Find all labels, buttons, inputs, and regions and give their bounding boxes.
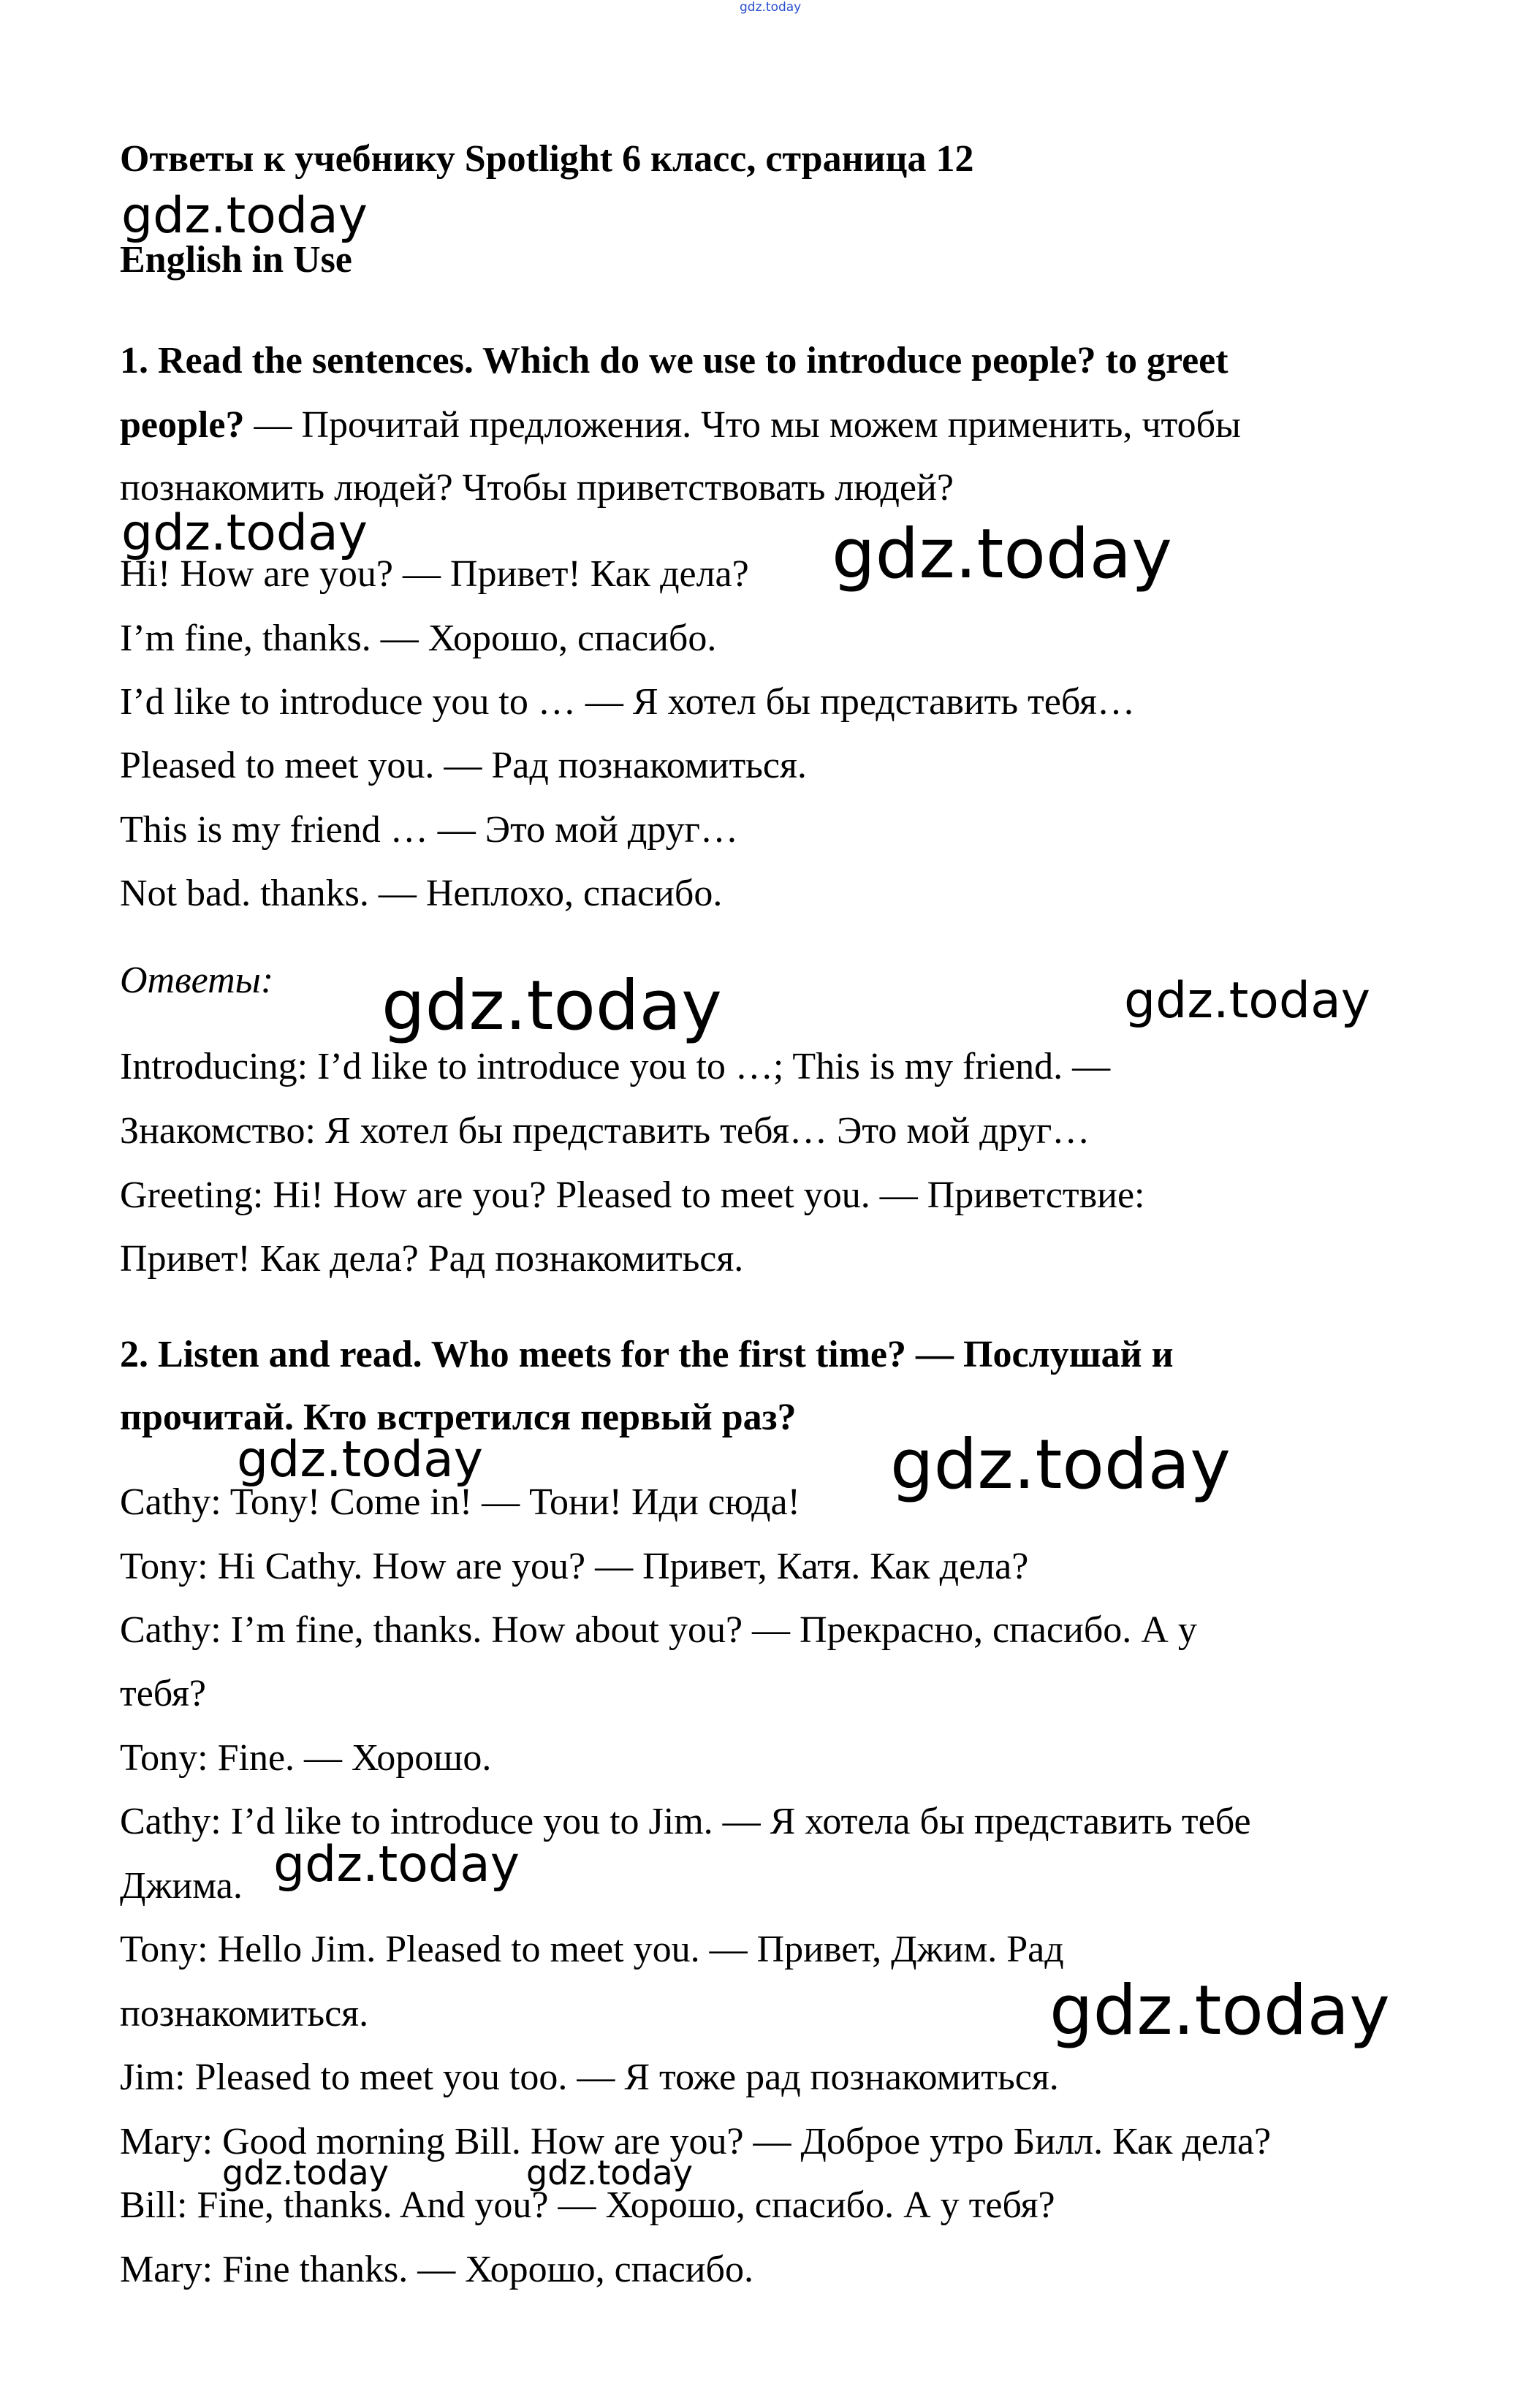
watermark: gdz.today bbox=[222, 2153, 389, 2192]
section-heading: English in Use bbox=[120, 239, 352, 281]
dialogue-line: Tony: Hi Cathy. How are you? — Привет, Катя. Как дела? bbox=[120, 1546, 1029, 1587]
dialogue-line: Cathy: I’d like to introduce you to Jim. — Я хотела бы представить тебе bbox=[120, 1801, 1251, 1842]
exercise-1-question: познакомить людей? Чтобы приветствовать людей? bbox=[120, 467, 954, 509]
answers-label: Ответы: bbox=[120, 960, 274, 1001]
dialogue-line: Bill: Fine, thanks. And you? — Хорошо, спасибо. А у тебя? bbox=[120, 2184, 1055, 2226]
dialogue-line: Mary: Fine thanks. — Хорошо, спасибо. bbox=[120, 2249, 753, 2290]
exercise-2-question: прочитай. Кто встретился первый раз? bbox=[120, 1397, 797, 1438]
phrase-line: This is my friend … — Это мой друг… bbox=[120, 809, 738, 851]
watermark: gdz.today bbox=[121, 504, 368, 562]
exercise-1-question: 1. Read the sentences. Which do we use to introduce people? to greet bbox=[120, 340, 1229, 381]
watermark: gdz.today bbox=[890, 1425, 1231, 1505]
watermark-top: gdz.today bbox=[740, 0, 802, 15]
watermark: gdz.today bbox=[121, 187, 368, 245]
watermark: gdz.today bbox=[273, 1836, 520, 1894]
phrase-line: Hi! How are you? — Привет! Как дела? bbox=[120, 553, 749, 595]
phrase-line: I’m fine, thanks. — Хорошо, спасибо. bbox=[120, 618, 717, 659]
exercise-1-question: people? — Прочитай предложения. Что мы можем применить, чтобы bbox=[120, 404, 1241, 446]
watermark: gdz.today bbox=[237, 1431, 483, 1489]
watermark: gdz.today bbox=[1124, 972, 1370, 1030]
dialogue-line: Cathy: Tony! Come in! — Тони! Иди сюда! bbox=[120, 1481, 800, 1523]
watermark: gdz.today bbox=[832, 514, 1172, 594]
watermark: gdz.today bbox=[381, 966, 722, 1046]
phrase-line: I’d like to introduce you to … — Я хотел бы представить тебя… bbox=[120, 681, 1135, 723]
dialogue-line: познакомиться. bbox=[120, 1993, 369, 2035]
watermark: gdz.today bbox=[1049, 1971, 1390, 2051]
answer-line: Знакомство: Я хотел бы представить тебя… Это мой друг… bbox=[120, 1110, 1090, 1152]
answer-line: Привет! Как дела? Рад познакомиться. bbox=[120, 1238, 744, 1280]
dialogue-line: Cathy: I’m fine, thanks. How about you? — Прекрасно, спасибо. А у bbox=[120, 1609, 1197, 1651]
answer-line: Greeting: Hi! How are you? Pleased to meet you. — Приветствие: bbox=[120, 1174, 1145, 1216]
dialogue-line: тебя? bbox=[120, 1673, 206, 1714]
answer-line: Introducing: I’d like to introduce you to …; This is my friend. — bbox=[120, 1046, 1111, 1087]
phrase-line: Not bad. thanks. — Неплохо, спасибо. bbox=[120, 873, 723, 914]
dialogue-line: Mary: Good morning Bill. How are you? — Доброе утро Билл. Как дела? bbox=[120, 2121, 1272, 2162]
watermark: gdz.today bbox=[526, 2153, 693, 2192]
page-title: Ответы к учебнику Spotlight 6 класс, страница 12 bbox=[120, 138, 974, 180]
dialogue-line: Джима. bbox=[120, 1865, 243, 1907]
dialogue-line: Tony: Fine. — Хорошо. bbox=[120, 1737, 492, 1779]
phrase-line: Pleased to meet you. — Рад познакомиться. bbox=[120, 745, 807, 786]
dialogue-line: Jim: Pleased to meet you too. — Я тоже рад познакомиться. bbox=[120, 2056, 1059, 2098]
dialogue-line: Tony: Hello Jim. Pleased to meet you. — Привет, Джим. Рад bbox=[120, 1929, 1064, 1970]
exercise-2-question: 2. Listen and read. Who meets for the first time? — Послушай и bbox=[120, 1334, 1174, 1375]
